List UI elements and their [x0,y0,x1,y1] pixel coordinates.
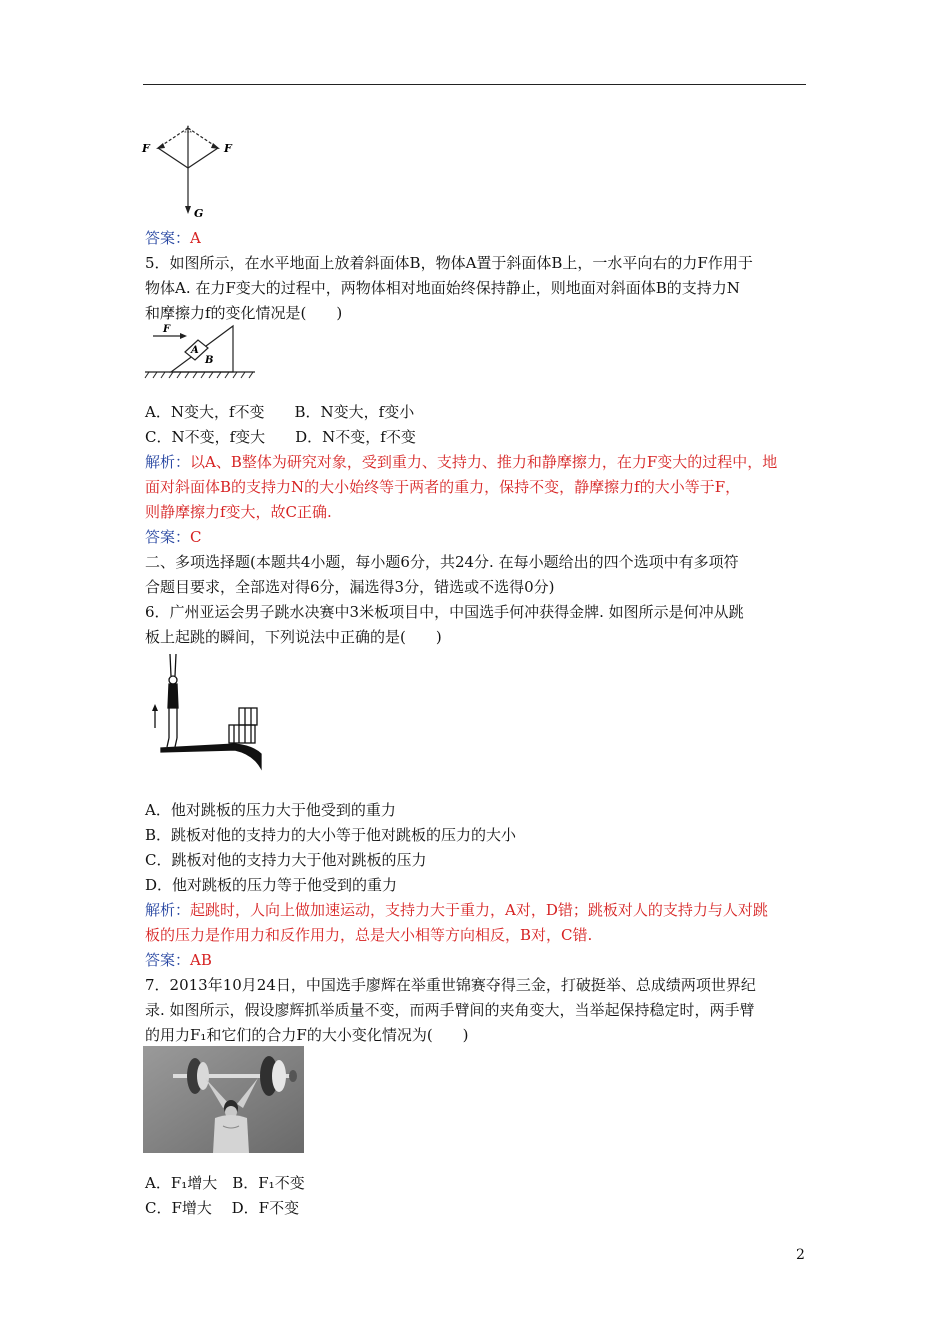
q5-analysis-2: 面对斜面体B的支持力N的大小始终等于两者的重力，保持不变，静摩擦力f的大小等于F， [145,478,741,496]
analysis-label: 解析： [145,453,191,471]
q6-analysis-1 [145,900,768,920]
q5-line-3: 和摩擦力f的变化情况是( ) [145,304,343,322]
q7-options-cd: C．F增大 D．F不变 [145,1199,300,1217]
q6-option-b: B．跳板对他的支持力的大小等于他对跳板的压力的大小 [145,826,517,844]
section-2-line-2: 合题目要求，全部选对得6分，漏选得3分，错选或不选得0分) [145,578,555,596]
q6-option-d: D．他对跳板的压力等于他受到的重力 [145,876,398,894]
q6-option-a: A．他对跳板的压力大于他受到的重力 [145,801,396,819]
section-2-line-1: 二、多项选择题(本题共4小题，每小题6分，共24分. 在每小题给出的四个选项中有多项符 [145,553,739,571]
q6-line-1: 6．广州亚运会男子跳水决赛中3米板项目中，中国选手何冲获得金牌. 如图所示是何冲从跳 [145,603,744,621]
q6-option-c: C．跳板对他的支持力大于他对跳板的压力 [145,851,427,869]
force-f-left-label: F [142,142,150,155]
answer-label: 答案： [145,951,191,969]
q6-line-2: 板上起跳的瞬间，下列说法中正确的是( ) [145,628,442,646]
answer-5 [145,527,202,547]
answer-label: 答案： [145,229,191,247]
answer-label: 答案： [145,528,191,546]
q5-options-ab: A．N变大，f不变 B．N变大，f变小 [145,403,415,421]
analysis-label: 解析： [145,901,191,919]
header-rule [143,84,806,85]
q5-analysis-3: 则静摩擦力f变大，故C正确. [145,503,332,521]
q5-options-cd: C．N不变，f变大 D．N不变，f不变 [145,428,416,446]
force-f-right-label: F [224,142,232,155]
force-diagram-figure [140,118,240,223]
block-a-label: A [191,345,199,356]
q6-analysis-2: 板的压力是作用力和反作用力，总是大小相等方向相反，B对，C错. [145,926,593,944]
answer-value: A [190,229,201,247]
answer-4 [145,228,201,248]
incline-f-label: F [163,324,171,335]
q7-options-ab: A．F₁增大 B．F₁不变 [145,1174,305,1192]
q5-analysis-1 [145,452,777,472]
incline-b-label: B [205,355,214,366]
incline-figure [143,322,258,382]
q7-line-1: 7．2013年10月24日，中国选手廖辉在举重世锦赛夺得三金，打破挺举、总成绩两项世界纪 [145,976,756,994]
page-number: 2 [796,1247,805,1263]
analysis-text: 以A、B整体为研究对象，受到重力、支持力、推力和静摩擦力，在力F变大的过程中，地 [190,453,778,471]
analysis-text: 起跳时，人向上做加速运动，支持力大于重力，A对，D错；跳板对人的支持力与人对跳 [190,901,768,919]
diver-figure [145,650,270,775]
q5-line-2: 物体A. 在力F变大的过程中，两物体相对地面始终保持静止，则地面对斜面体B的支持力N [145,279,740,297]
q5-line-1: 5．如图所示，在水平地面上放着斜面体B，物体A置于斜面体B上，一水平向右的力F作用于 [145,254,753,272]
answer-value: AB [190,951,212,969]
answer-6 [145,950,212,970]
q7-line-3: 的用力F₁和它们的合力F的大小变化情况为( ) [145,1026,469,1044]
weightlifter-photo [143,1046,304,1153]
q7-line-2: 录. 如图所示，假设廖辉抓举质量不变，而两手臂间的夹角变大，当举起保持稳定时，两手臂 [145,1001,755,1019]
gravity-g-label: G [194,207,204,220]
answer-value: C [190,528,202,546]
